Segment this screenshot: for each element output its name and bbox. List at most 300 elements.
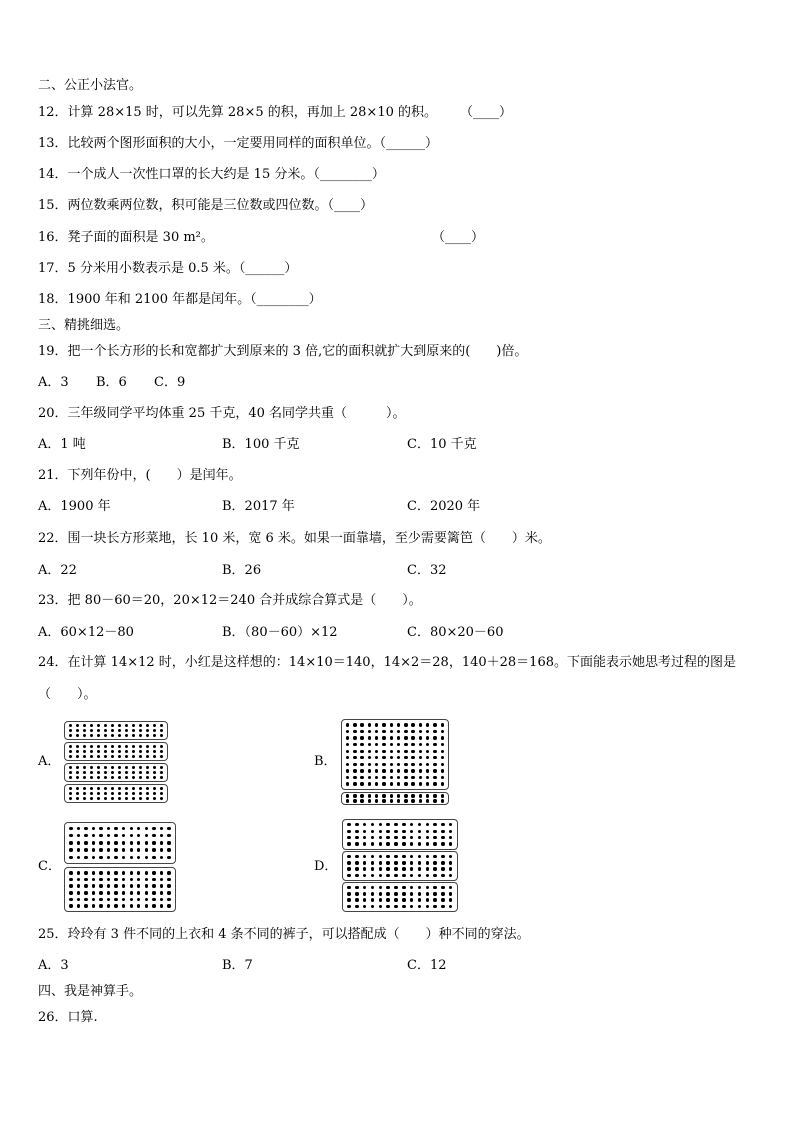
dot: [371, 892, 374, 895]
dot: [118, 729, 121, 732]
dot: [371, 855, 374, 858]
dot: [69, 904, 72, 907]
dot: [107, 827, 110, 830]
option-25-c[interactable]: C．12: [407, 958, 447, 973]
dot: [83, 797, 86, 800]
dot: [433, 892, 436, 895]
dot: [410, 905, 413, 908]
dot: [426, 855, 429, 858]
dot: [402, 836, 405, 839]
dot: [137, 884, 140, 887]
dot: [375, 756, 378, 759]
dot: [160, 724, 163, 727]
dot: [139, 734, 142, 737]
dot: [83, 750, 86, 753]
dot: [125, 766, 128, 769]
dot: [160, 729, 163, 732]
dot: [441, 855, 444, 858]
dot: [379, 892, 382, 895]
dot: [146, 734, 149, 737]
dot: [76, 734, 79, 737]
dot: [97, 755, 100, 758]
dot: [433, 782, 436, 785]
dot: [404, 723, 407, 726]
dot: [107, 878, 110, 881]
dot: [441, 905, 444, 908]
dot: [69, 884, 72, 887]
dot: [368, 776, 371, 779]
dot: [122, 878, 125, 881]
dot: [167, 884, 170, 887]
dot: [139, 766, 142, 769]
dot: [394, 905, 397, 908]
dot: [146, 797, 149, 800]
option-25-b[interactable]: B．7: [222, 958, 253, 973]
dot: [167, 898, 170, 901]
answer-blank-16[interactable]: （____）: [432, 230, 485, 245]
dot: [426, 723, 429, 726]
dot: [394, 836, 397, 839]
dot: [375, 736, 378, 739]
dot: [418, 886, 421, 889]
dot: [137, 834, 140, 837]
dot: [111, 776, 114, 779]
dot: [139, 797, 142, 800]
dot: [92, 848, 95, 851]
dot: [132, 734, 135, 737]
dot: [76, 792, 79, 795]
dot: [402, 842, 405, 845]
dot: [97, 766, 100, 769]
dot: [146, 755, 149, 758]
option-19-b[interactable]: B．6: [96, 375, 127, 390]
dot: [441, 886, 444, 889]
dot: [404, 730, 407, 733]
dot: [394, 874, 397, 877]
dot: [433, 736, 436, 739]
dot: [418, 842, 421, 845]
dot: [419, 763, 422, 766]
dot: [137, 848, 140, 851]
dot: [363, 898, 366, 901]
option-19-a[interactable]: A．3: [38, 375, 69, 390]
dot: [402, 823, 405, 826]
dot: [382, 782, 385, 785]
dot: [441, 743, 444, 746]
option-24-b-label[interactable]: B．: [314, 754, 337, 769]
dot: [386, 861, 389, 864]
dot: [167, 848, 170, 851]
dot: [360, 763, 363, 766]
option-24-c-label[interactable]: C．: [38, 859, 61, 874]
dot: [132, 771, 135, 774]
dot: [375, 799, 378, 802]
dot: [111, 787, 114, 790]
dot: [382, 794, 385, 797]
dot: [360, 730, 363, 733]
option-20-b[interactable]: B．100 千克: [222, 437, 300, 452]
dot: [441, 723, 444, 726]
dot: [153, 797, 156, 800]
dot: [122, 827, 125, 830]
dot: [441, 736, 444, 739]
option-22-c[interactable]: C．32: [407, 563, 447, 578]
dot: [355, 874, 358, 877]
dot: [441, 763, 444, 766]
dot: [111, 724, 114, 727]
dot: [419, 730, 422, 733]
dot: [360, 736, 363, 739]
dot: [368, 756, 371, 759]
dot: [375, 743, 378, 746]
dot: [355, 830, 358, 833]
dot: [99, 848, 102, 851]
dot: [386, 836, 389, 839]
dot: [160, 771, 163, 774]
dot: [146, 766, 149, 769]
dot: [137, 856, 140, 859]
dot: [111, 750, 114, 753]
figure-a-strip: [64, 742, 168, 761]
dot: [132, 787, 135, 790]
dot: [379, 836, 382, 839]
dot: [397, 736, 400, 739]
dot: [99, 891, 102, 894]
dot: [390, 743, 393, 746]
dot: [99, 904, 102, 907]
dot: [346, 723, 349, 726]
dot: [118, 724, 121, 727]
dot: [382, 723, 385, 726]
dot: [107, 904, 110, 907]
option-21-b[interactable]: B．2017 年: [222, 499, 295, 514]
option-22-b[interactable]: B．26: [222, 563, 262, 578]
dot: [125, 787, 128, 790]
dot: [99, 884, 102, 887]
dot: [397, 756, 400, 759]
dot: [433, 861, 436, 864]
dot: [84, 878, 87, 881]
answer-blank-12[interactable]: （____）: [460, 105, 513, 120]
option-23-a[interactable]: A．60×12－80: [38, 625, 134, 640]
dot: [441, 730, 444, 733]
option-23-b[interactable]: B．（80－60）×12: [222, 625, 338, 640]
dot: [363, 823, 366, 826]
question-13: 13．比较两个图形面积的大小，一定要用同样的面积单位。（______）: [38, 136, 439, 151]
dot: [379, 830, 382, 833]
dot: [375, 794, 378, 797]
dot: [99, 827, 102, 830]
dot: [397, 776, 400, 779]
dot: [145, 856, 148, 859]
dot: [390, 782, 393, 785]
dot: [426, 736, 429, 739]
dot: [69, 891, 72, 894]
dot: [69, 856, 72, 859]
dot: [419, 750, 422, 753]
dot: [347, 861, 350, 864]
dot: [382, 769, 385, 772]
dot: [426, 905, 429, 908]
dot: [118, 734, 121, 737]
dot: [107, 834, 110, 837]
dot: [426, 867, 429, 870]
dot: [160, 766, 163, 769]
dot: [404, 763, 407, 766]
dot: [360, 782, 363, 785]
dot: [441, 769, 444, 772]
dot: [90, 724, 93, 727]
dot: [355, 855, 358, 858]
dot: [371, 874, 374, 877]
dot: [107, 856, 110, 859]
question-12: 12．计算 28×15 时，可以先算 28×5 的积，再加上 28×10 的积。: [38, 105, 437, 120]
dot: [418, 836, 421, 839]
option-22-a[interactable]: A．22: [38, 563, 77, 578]
dot: [90, 776, 93, 779]
dot: [371, 905, 374, 908]
dot: [107, 891, 110, 894]
dot: [382, 776, 385, 779]
dot: [111, 797, 114, 800]
dot: [426, 750, 429, 753]
dot: [167, 841, 170, 844]
dot: [410, 898, 413, 901]
dot: [92, 878, 95, 881]
dot: [360, 743, 363, 746]
dot: [152, 856, 155, 859]
dot: [363, 830, 366, 833]
dot: [386, 892, 389, 895]
dot: [433, 723, 436, 726]
dot: [167, 904, 170, 907]
dot: [122, 898, 125, 901]
dot: [404, 736, 407, 739]
dot: [104, 792, 107, 795]
dot: [153, 724, 156, 727]
dot: [114, 841, 117, 844]
dot: [83, 755, 86, 758]
dot: [153, 771, 156, 774]
dot: [355, 861, 358, 864]
dot: [347, 867, 350, 870]
dot: [69, 871, 72, 874]
dot: [104, 797, 107, 800]
dot: [433, 763, 436, 766]
dot: [114, 891, 117, 894]
dot: [426, 842, 429, 845]
dot: [145, 884, 148, 887]
dot: [118, 766, 121, 769]
dot: [410, 886, 413, 889]
dot: [152, 834, 155, 837]
dot: [90, 729, 93, 732]
dot: [368, 743, 371, 746]
dot: [84, 848, 87, 851]
dot: [410, 874, 413, 877]
dot: [347, 823, 350, 826]
dot: [411, 736, 414, 739]
question-23: 23．把 80－60＝20，20×12＝240 合并成综合算式是（ ）。: [38, 593, 422, 608]
dot: [153, 729, 156, 732]
dot: [69, 827, 72, 830]
dot: [145, 848, 148, 851]
dot: [397, 723, 400, 726]
dot: [118, 745, 121, 748]
dot: [83, 734, 86, 737]
dot: [83, 776, 86, 779]
dot: [390, 756, 393, 759]
dot: [404, 743, 407, 746]
dot: [90, 734, 93, 737]
dot: [104, 734, 107, 737]
dot: [84, 904, 87, 907]
option-20-a[interactable]: A．1 吨: [38, 437, 86, 452]
dot: [355, 898, 358, 901]
dot: [97, 729, 100, 732]
dot: [449, 855, 452, 858]
question-26: 26．口算.: [38, 1010, 98, 1025]
dot: [397, 743, 400, 746]
option-21-a[interactable]: A．1900 年: [38, 499, 111, 514]
dot: [84, 898, 87, 901]
dot: [355, 842, 358, 845]
dot: [386, 867, 389, 870]
dot: [153, 734, 156, 737]
dot: [69, 771, 72, 774]
dot: [152, 898, 155, 901]
dot: [363, 861, 366, 864]
dot: [371, 830, 374, 833]
option-20-c[interactable]: C．10 千克: [407, 437, 477, 452]
dot: [419, 769, 422, 772]
dot: [353, 730, 356, 733]
dot: [77, 856, 80, 859]
dot: [160, 750, 163, 753]
dot: [368, 799, 371, 802]
dot: [97, 792, 100, 795]
section-3-title: 三、精挑细选。: [38, 318, 130, 333]
figure-c-block: [64, 867, 176, 912]
dot: [76, 729, 79, 732]
dot: [441, 867, 444, 870]
dot: [92, 871, 95, 874]
dot: [363, 842, 366, 845]
dot: [69, 766, 72, 769]
dot: [145, 827, 148, 830]
dot: [433, 794, 436, 797]
dot: [77, 827, 80, 830]
dot: [394, 823, 397, 826]
option-19-c[interactable]: C．9: [154, 375, 186, 390]
dot: [125, 797, 128, 800]
dot: [130, 878, 133, 881]
dot: [83, 729, 86, 732]
option-21-c[interactable]: C．2020 年: [407, 499, 481, 514]
dot: [353, 776, 356, 779]
dot: [375, 750, 378, 753]
dot: [347, 886, 350, 889]
dot: [433, 823, 436, 826]
dot: [111, 792, 114, 795]
dot: [368, 769, 371, 772]
dot: [92, 841, 95, 844]
dot: [390, 794, 393, 797]
dot: [397, 763, 400, 766]
dot: [394, 861, 397, 864]
dot: [152, 904, 155, 907]
dot: [132, 755, 135, 758]
dot: [160, 878, 163, 881]
dot: [449, 836, 452, 839]
dot: [402, 874, 405, 877]
dot: [394, 867, 397, 870]
dot: [394, 898, 397, 901]
dot: [145, 898, 148, 901]
dot: [130, 834, 133, 837]
dot: [426, 794, 429, 797]
dot: [368, 723, 371, 726]
dot: [107, 848, 110, 851]
dot: [410, 836, 413, 839]
dot: [404, 776, 407, 779]
dot: [360, 756, 363, 759]
dot: [83, 792, 86, 795]
dot: [386, 830, 389, 833]
dot: [404, 756, 407, 759]
dot: [397, 782, 400, 785]
dot: [153, 750, 156, 753]
dot: [69, 848, 72, 851]
dot: [355, 867, 358, 870]
dot: [160, 856, 163, 859]
dot: [167, 834, 170, 837]
dot: [104, 729, 107, 732]
dot: [402, 886, 405, 889]
dot: [418, 898, 421, 901]
dot: [130, 841, 133, 844]
dot: [152, 884, 155, 887]
question-24-blank[interactable]: （ ）。: [38, 687, 97, 702]
dot: [146, 776, 149, 779]
option-23-c[interactable]: C．80×20－60: [407, 625, 504, 640]
option-24-a-label[interactable]: A．: [38, 754, 61, 769]
dot: [84, 891, 87, 894]
dot: [386, 898, 389, 901]
dot: [90, 797, 93, 800]
dot: [426, 898, 429, 901]
dot: [418, 874, 421, 877]
dot: [130, 856, 133, 859]
dot: [411, 763, 414, 766]
dot: [397, 750, 400, 753]
dot: [160, 787, 163, 790]
dot: [371, 842, 374, 845]
dot: [145, 841, 148, 844]
dot: [69, 729, 72, 732]
option-24-d-label[interactable]: D．: [314, 859, 338, 874]
dot: [418, 905, 421, 908]
dot: [76, 771, 79, 774]
dot: [355, 823, 358, 826]
dot: [397, 769, 400, 772]
option-25-a[interactable]: A．3: [38, 958, 69, 973]
dot: [76, 797, 79, 800]
dot: [118, 771, 121, 774]
dot: [379, 898, 382, 901]
figure-a-strip: [64, 721, 168, 740]
figure-a-strip: [64, 784, 168, 803]
